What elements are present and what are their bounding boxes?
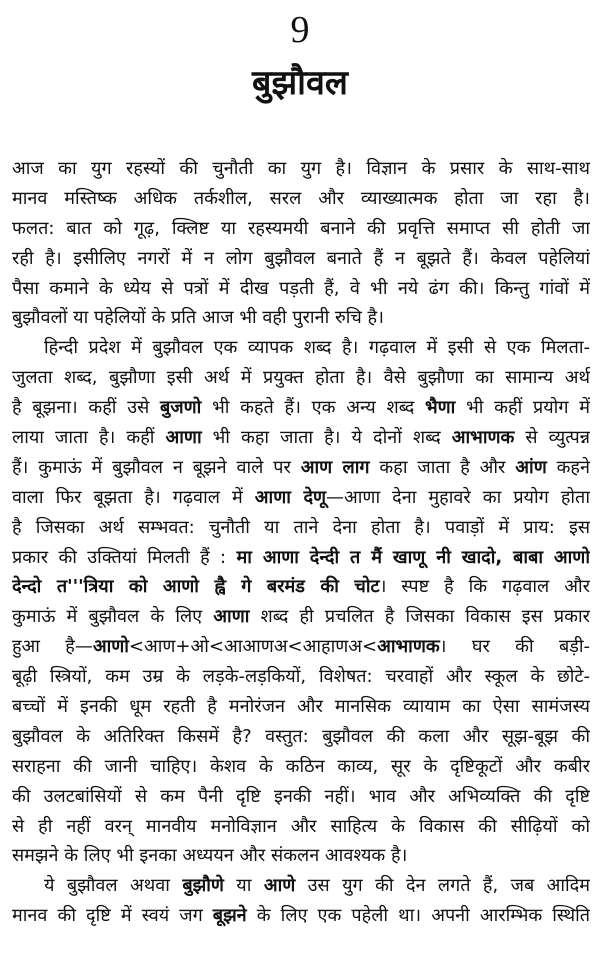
text-segment: कुमाऊं में बुझौवल के लिए [12,606,214,628]
bold-term: आणा [165,427,202,449]
chapter-number: 9 [290,9,310,51]
text-line [12,393,590,423]
text-line [12,782,590,812]
text-line [12,244,590,274]
text-segment: है जिसका अर्थ सम्भवत: चुनौती या ताने देना होता है। पवाड़ों में प्राय: इस [12,516,590,538]
text-segment: प्रकार की उक्तियां मिलती हैं : [12,546,237,568]
text-segment: है बूझना। कहीं उसे [12,397,161,419]
text-segment: । घर की बड़ी- [439,636,590,658]
bold-term: आभाणक [377,636,440,658]
text-segment: कहने [546,456,590,478]
text-line [12,214,590,244]
text-segment: बच्चों में इनकी धूम रहती है मनोरंजन और मानसिक व्यायाम का ऐसा सामंजस्य [12,696,590,718]
text-segment: जुलता शब्द, बुझौणा इसी अर्थ में प्रयुक्त होता है। वैसे बुझौणा का सामान्य अर्थ [12,367,590,389]
text-segment: मानव की दृष्टि में स्वयं जग [12,905,213,927]
text-line [12,572,590,602]
text-line [12,662,590,692]
text-line [12,692,590,722]
text-line [12,901,590,931]
text-line [12,274,590,304]
text-segment: बूढ़ी स्त्रियों, कम उम्र के लड़के-लड़कियों, विशेषत: चरवाहों और स्कूल के छोटे- [12,666,590,688]
bold-term: आंण [515,456,547,478]
text-segment: —आणा देना मुहावरे का प्रयोग होता [326,486,590,508]
text-line [12,602,590,632]
bold-term: आणे [263,875,296,897]
body-text [12,154,590,931]
bold-term: बुजणो [160,397,202,419]
bold-term: भैणा [425,397,456,419]
text-line [12,303,590,333]
bold-term: देन्दो त'''त्रिया को आणो ह्वै गे बरमंड की चोट [12,576,380,598]
text-segment: समझने के लिए भी इनका अध्ययन और संकलन आवश्यक है। [12,845,408,867]
bold-term: मा आणा देन्दी त मैं खाणू नी खादो, बाबा आणो [236,546,590,568]
text-segment: ये बुझौवल अथवा [44,875,183,897]
text-line [12,423,590,453]
text-segment: रही है। इसीलिए नगरों में न लोग बुझौवल बनाते हैं न बूझते हैं। केवल पहेलियां [12,247,590,269]
text-segment: हिन्दी प्रदेश में बुझौवल एक व्यापक शब्द है। गढ़वाल में इसी से एक मिलता- [44,337,590,359]
text-segment: उस युग की देन लगते हैं, जब आदिम [295,875,590,897]
text-segment: शब्द ही प्रचलित है जिसका विकास इस प्रकार [249,606,590,628]
text-line [12,453,590,483]
text-segment: सराहना की जानी चाहिए। केशव के कठिन काव्य, सूर के दृष्टिकूटों और कबीर [12,755,590,777]
text-segment: कहा जाता है और [369,456,516,478]
text-segment: बुझौवलों या पहेलियों के प्रति आज भी वही पुरानी रुचि है। [12,307,384,329]
bold-term: बुझौणे [182,875,224,897]
text-segment: बुझौवल के अतिरिक्त किसमें है? वस्तुत: बुझौवल की कला और सूझ-बूझ की [12,725,590,747]
text-segment: या [223,875,264,897]
text-line [12,543,590,573]
text-line [12,333,590,363]
text-segment: से व्युत्पन्न [514,427,590,449]
text-segment: फलत: बात को गूढ़, क्लिष्ट या रहस्यमयी बनाने की प्रवृत्ति समाप्त सी होती जा [12,217,590,239]
chapter-title: बुझौवल [252,63,348,103]
text-line [12,363,590,393]
text-segment: के लिए एक पहेली था। अपनी आरम्भिक स्थिति [246,905,590,927]
text-segment: आज का युग रहस्यों की चुनौती का युग है। विज्ञान के प्रसार के साथ-साथ [12,158,590,179]
bold-term: आणो [92,636,129,658]
bold-term: आणा [213,606,250,628]
text-line [12,154,590,184]
text-segment: हुआ है— [12,636,93,658]
bold-term: आण लाग [300,456,370,478]
text-line [12,812,590,842]
text-line [12,632,590,662]
bold-term: आणा देणू [254,486,327,508]
text-line [12,871,590,901]
text-segment: की उलटबांसियों से कम पैनी दृष्टि इनकी नहीं। भाव और अभिव्यक्ति की दृष्टि [12,785,590,807]
text-segment: से ही नहीं वरन् मानवीय मनोविज्ञान और साहित्य के विकास की सीढ़ियों को [12,815,590,837]
text-segment: <आण+ओ<आआणअ<आहाणअ< [128,636,378,658]
text-segment: पैसा कमाने के ध्येय से पत्रों में दीख पड़ती हैं, वे भी नये ढंग की। किन्तु गांवों में [12,277,590,299]
text-line [12,722,590,752]
bold-term: बूझने [212,905,247,927]
bold-term: आभाणक [451,427,515,449]
text-line [12,752,590,782]
text-segment: भी कहते हैं। एक अन्य शब्द [201,397,426,419]
text-line [12,513,590,543]
text-line [12,841,590,871]
text-segment: हैं। कुमाऊं में बुझौवल न बूझने वाले पर [12,456,301,478]
text-segment: । स्पष्ट है कि गढ़वाल और [379,576,590,598]
text-segment: लाया जाता है। कहीं [12,427,166,449]
text-segment: मानव मस्तिष्क अधिक तर्कशील, सरल और व्याख्यात्मक होता जा रहा है। [12,187,590,209]
text-segment: भी कहीं प्रयोग में [455,397,590,419]
text-segment: वाला फिर बूझता है। गढ़वाल में [12,486,255,508]
text-line [12,184,590,214]
text-segment: भी कहा जाता है। ये दोनों शब्द [201,427,452,449]
text-line [12,483,590,513]
